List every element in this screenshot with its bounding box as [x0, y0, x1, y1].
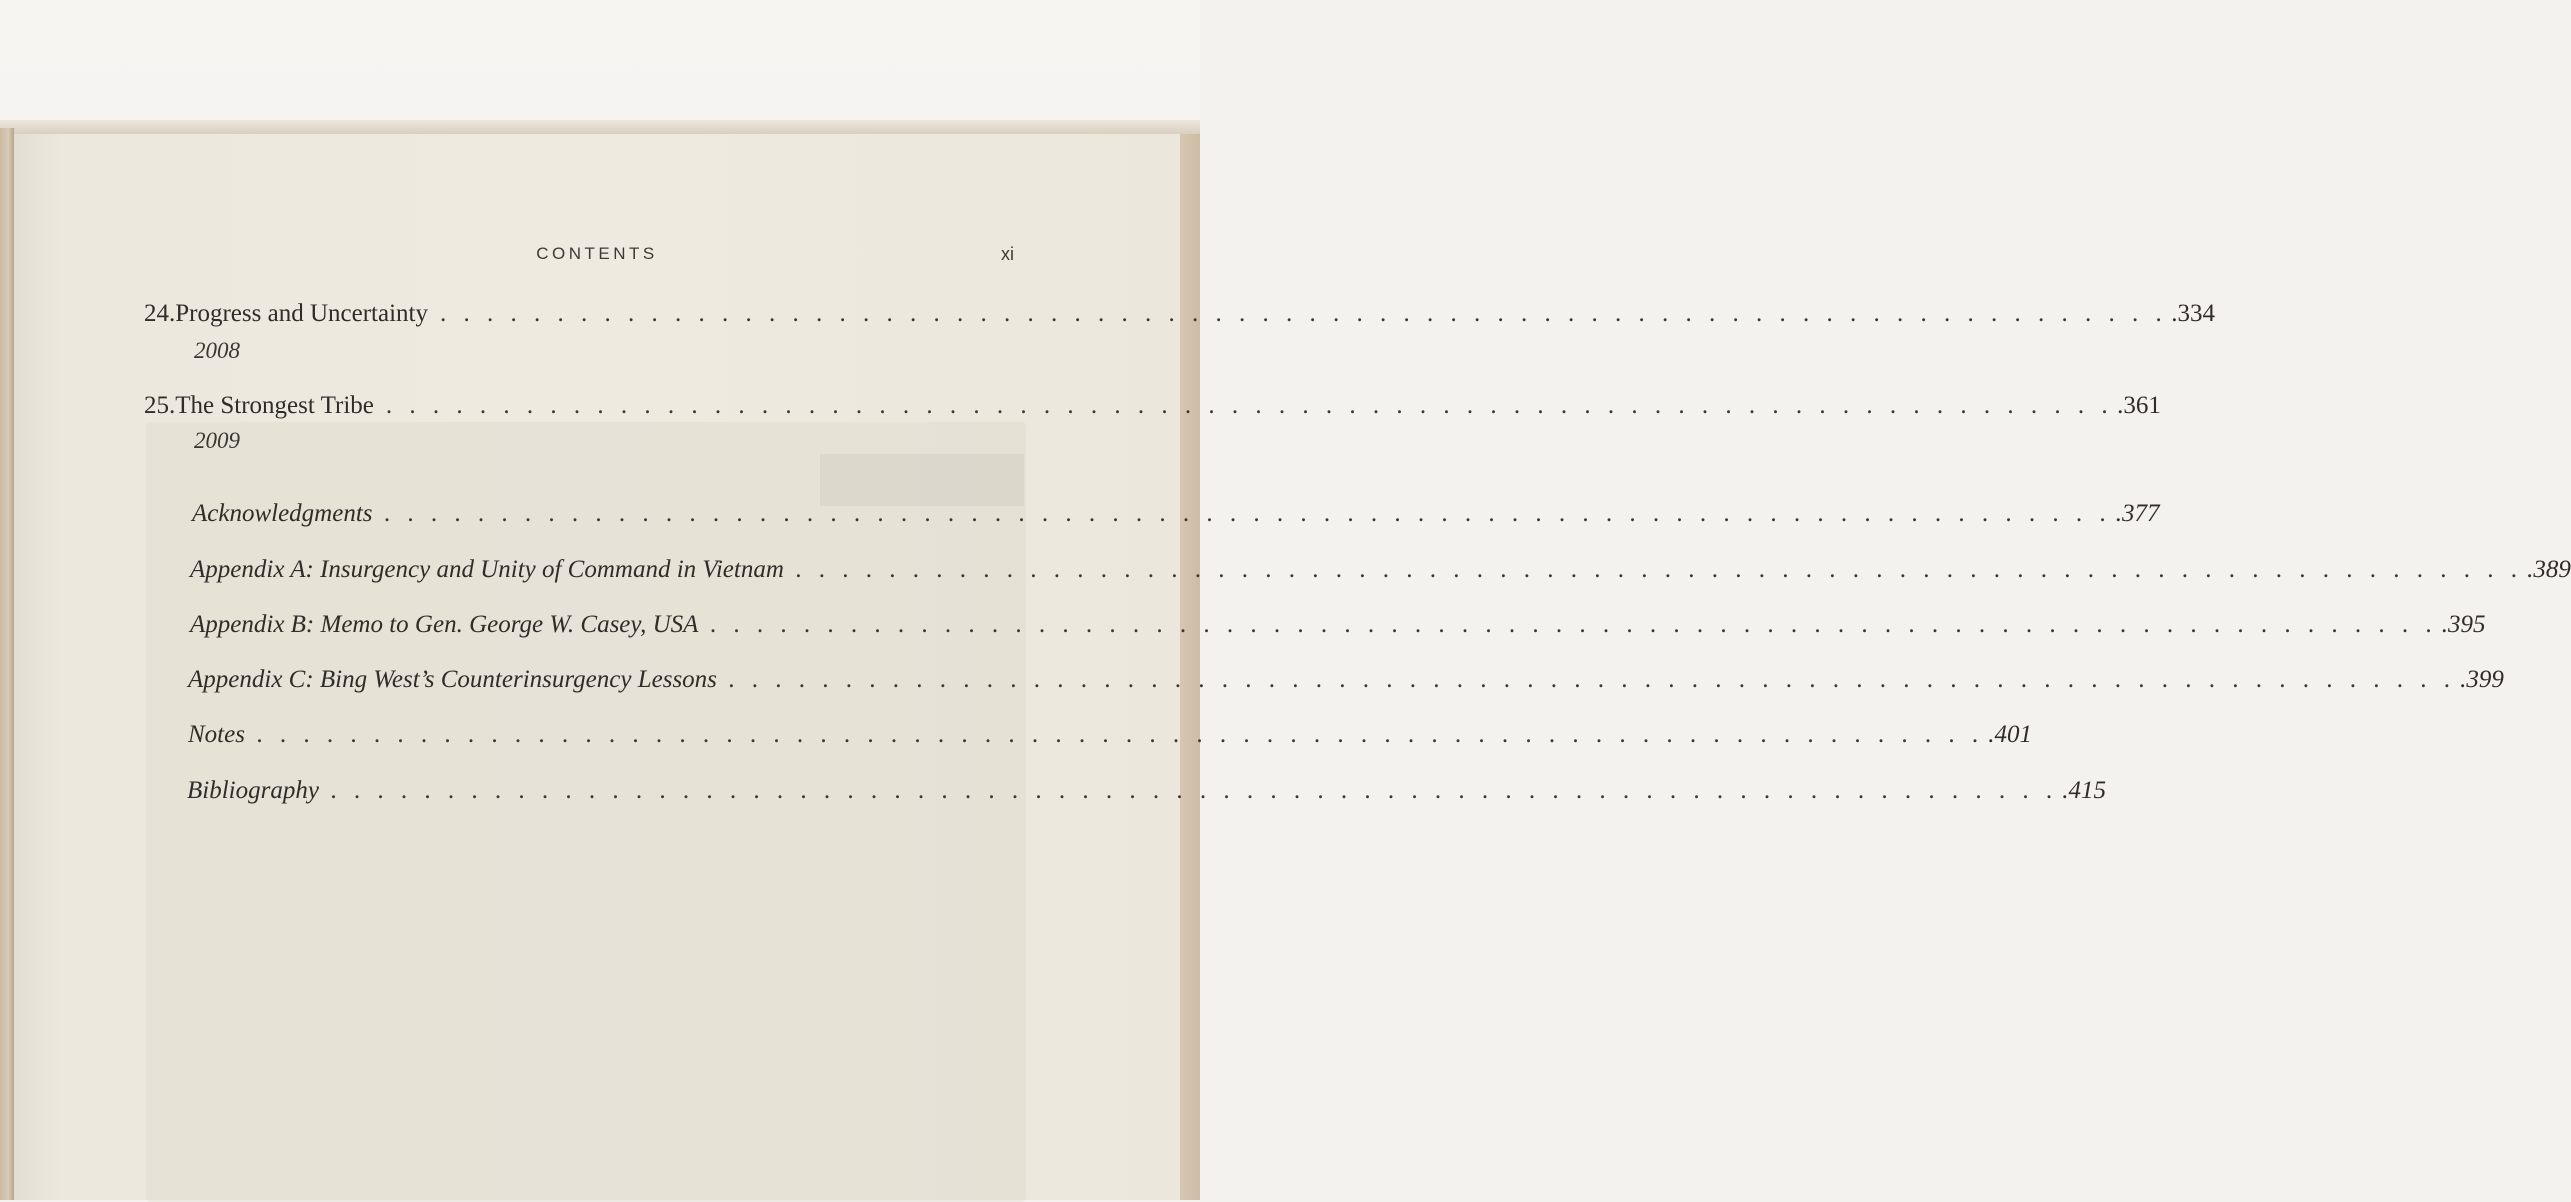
book-top-edge — [0, 120, 1200, 134]
chapter-title: The Strongest Tribe — [175, 392, 374, 419]
page-show-through-block — [820, 454, 1024, 506]
chapter-number: 24. — [144, 300, 176, 327]
chapter-number: 25. — [144, 392, 176, 419]
dot-leader: . . . . . . . . . . . . . . . . . . . . . . . . . . . . . . . . . . . . . . . . . . . . . . . . . . . . . . . . . . . . . . . . . . . . . . . . . . — [330, 777, 2059, 804]
page-number: .399 — [2460, 666, 2504, 693]
book-cover-left-edge — [0, 128, 14, 1200]
entry-title: Appendix C: Bing West’s Counterinsurgency Lessons — [188, 666, 717, 693]
dot-leader: . . . . . . . . . . . . . . . . . . . . . . . . . . . . . . . . . . . . . . . . . . . . . . . . . . . . . . . . . . . . . . . . . . . . . . . . . . — [256, 721, 1985, 748]
dot-leader: . . . . . . . . . . . . . . . . . . . . . . . . . . . . . . . . . . . . . . . . . . . . . . . . . . . . . . . . . . . . . . . . . . . . . . . . . . — [710, 611, 2438, 638]
toc-entry-chapter-24[interactable] — [144, 300, 2215, 328]
book-page — [14, 134, 2571, 1200]
chapter-year: 2009 — [194, 428, 240, 453]
page-number: .395 — [2441, 611, 2486, 638]
toc-entry-appendix-a[interactable] — [190, 556, 2571, 584]
page-number: .361 — [2117, 392, 2161, 419]
dot-leader: . . . . . . . . . . . . . . . . . . . . . . . . . . . . . . . . . . . . . . . . . . . . . . . . . . . . . . . . . . . . . . . . . . . . . . . . . . — [384, 500, 2112, 527]
page-number: .389 — [2527, 556, 2571, 583]
toc-entry-acknowledgments[interactable] — [192, 500, 2160, 528]
dot-leader: . . . . . . . . . . . . . . . . . . . . . . . . . . . . . . . . . . . . . . . . . . . . . . . . . . . . . . . . . . . . . . . . . . . . . . . . . . — [728, 666, 2457, 693]
page-show-through — [146, 422, 1026, 1202]
dot-leader: . . . . . . . . . . . . . . . . . . . . . . . . . . . . . . . . . . . . . . . . . . . . . . . . . . . . . . . . . . . . . . . . . . . . . . . . . . — [385, 392, 2114, 419]
page-number: .377 — [2115, 500, 2160, 527]
entry-title: Appendix B: Memo to Gen. George W. Casey, USA — [190, 611, 699, 638]
entry-title: Notes — [188, 721, 245, 748]
page-number: .401 — [1988, 721, 2032, 748]
toc-entry-bibliography[interactable] — [187, 777, 2106, 805]
running-head: CONTENTS — [536, 244, 658, 263]
dot-leader: . . . . . . . . . . . . . . . . . . . . . . . . . . . . . . . . . . . . . . . . . . . . . . . . . . . . . . . . . . . . . . . . . . . . . . . . . . — [795, 556, 2524, 583]
toc-entry-notes[interactable] — [188, 721, 2032, 749]
entry-title: Bibliography — [187, 777, 319, 804]
dot-leader: . . . . . . . . . . . . . . . . . . . . . . . . . . . . . . . . . . . . . . . . . . . . . . . . . . . . . . . . . . . . . . . . . . . . . . . . . . — [439, 300, 2168, 327]
toc-entry-appendix-b[interactable] — [190, 611, 2486, 639]
chapter-year: 2008 — [194, 338, 240, 363]
page-folio: xi — [1001, 244, 1014, 264]
toc-entry-appendix-c[interactable] — [188, 666, 2504, 694]
toc-entry-chapter-25[interactable] — [144, 392, 2161, 420]
entry-title: Appendix A: Insurgency and Unity of Command in Vietnam — [190, 556, 784, 583]
chapter-title: Progress and Uncertainty — [175, 300, 428, 327]
page-number: .415 — [2062, 777, 2106, 804]
page-number: .334 — [2171, 300, 2215, 327]
entry-title: Acknowledgments — [192, 500, 373, 527]
